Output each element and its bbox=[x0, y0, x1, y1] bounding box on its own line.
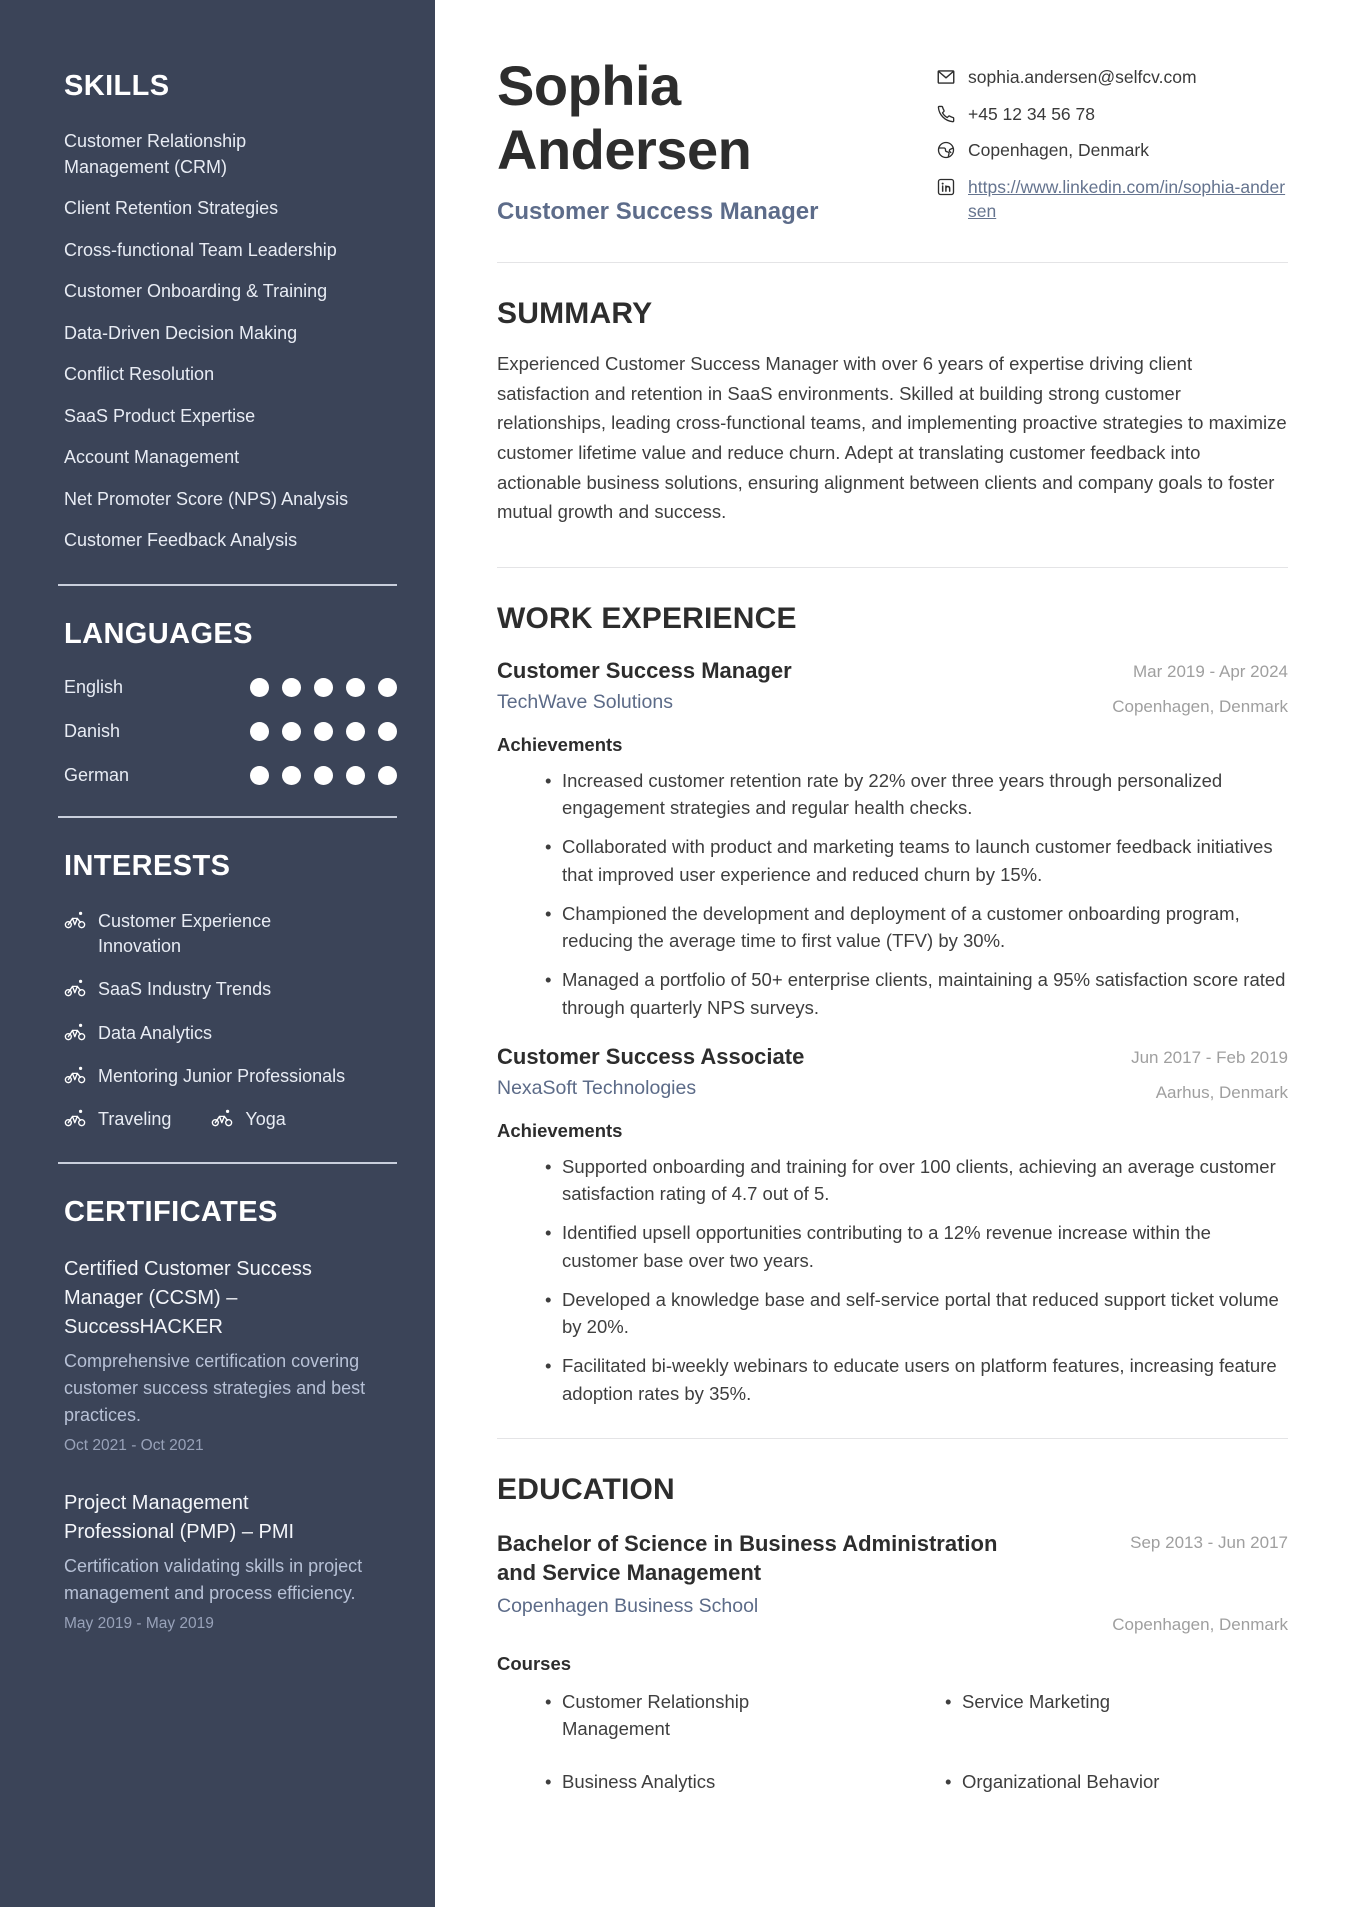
job-company: TechWave Solutions bbox=[497, 690, 673, 713]
job-location: Copenhagen, Denmark bbox=[1112, 696, 1288, 716]
skill-item: Conflict Resolution bbox=[64, 364, 215, 385]
language-level-dots bbox=[250, 678, 397, 697]
section-divider bbox=[497, 567, 1288, 568]
skill-item: Customer Relationship Management (CRM) bbox=[64, 131, 247, 177]
interest-item bbox=[211, 1107, 285, 1132]
level-dot bbox=[378, 766, 397, 785]
language-row bbox=[64, 721, 397, 742]
sidebar-divider bbox=[58, 584, 397, 586]
level-dot bbox=[378, 678, 397, 697]
job-dates: Mar 2019 - Apr 2024 bbox=[1133, 661, 1288, 681]
course-list bbox=[545, 1688, 1288, 1796]
bike-icon bbox=[64, 1023, 86, 1041]
level-dot bbox=[314, 766, 333, 785]
skill-item: Client Retention Strategies bbox=[64, 198, 279, 219]
language-level-dots bbox=[250, 766, 397, 785]
contact-block bbox=[936, 66, 1288, 236]
contact-location: Copenhagen, Denmark bbox=[968, 140, 1149, 161]
education-heading: EDUCATION bbox=[497, 1472, 675, 1506]
job-entry bbox=[497, 658, 1288, 1022]
sidebar bbox=[0, 0, 435, 1907]
school-name: Copenhagen Business School bbox=[497, 1595, 759, 1618]
envelope-icon bbox=[936, 67, 956, 87]
job-company: NexaSoft Technologies bbox=[497, 1076, 697, 1099]
work-experience-heading: WORK EXPERIENCE bbox=[497, 601, 797, 635]
skill-item: Customer Feedback Analysis bbox=[64, 530, 298, 551]
certificate-dates: Oct 2021 - Oct 2021 bbox=[64, 1437, 204, 1455]
identity-block bbox=[497, 54, 818, 236]
interest-row-inline bbox=[64, 1107, 356, 1132]
achievement-list bbox=[545, 767, 1288, 1022]
certificate-description: Certification validating skills in project management and process efficiency. bbox=[64, 1556, 363, 1604]
job-title-company bbox=[497, 658, 792, 717]
level-dot bbox=[346, 678, 365, 697]
person-name: Sophia Andersen bbox=[497, 54, 752, 181]
certificate-description: Comprehensive certification covering customer success strategies and best practices. bbox=[64, 1351, 366, 1426]
skill-item: Customer Onboarding & Training bbox=[64, 281, 328, 302]
education-header bbox=[497, 1529, 1288, 1635]
achievements-label: Achievements bbox=[497, 733, 623, 755]
achievement-list bbox=[545, 1153, 1288, 1408]
phone-icon bbox=[936, 104, 956, 124]
education-entry bbox=[497, 1529, 1288, 1796]
skill-item: SaaS Product Expertise bbox=[64, 405, 256, 426]
contact-linkedin-link[interactable]: https://www.linkedin.com/in/sophia-andersen bbox=[968, 176, 1286, 221]
language-row bbox=[64, 765, 397, 786]
job-entry bbox=[497, 1044, 1288, 1408]
skill-item: Data-Driven Decision Making bbox=[64, 322, 298, 343]
contact-email-row bbox=[936, 66, 1288, 90]
achievement-item: • Identified upsell opportunities contributing to a 12% revenue increase within the customer base over two years. bbox=[545, 1219, 1288, 1275]
contact-phone: +45 12 34 56 78 bbox=[968, 103, 1095, 124]
summary-section bbox=[497, 297, 1288, 527]
interest-label: Data Analytics bbox=[98, 1022, 213, 1043]
level-dot bbox=[378, 722, 397, 741]
job-header bbox=[497, 658, 1288, 717]
language-level-dots bbox=[250, 722, 397, 741]
interest-item bbox=[64, 909, 356, 959]
level-dot bbox=[250, 678, 269, 697]
bike-icon bbox=[64, 1066, 86, 1084]
interests-section bbox=[64, 850, 397, 1132]
certificate-dates: May 2019 - May 2019 bbox=[64, 1615, 214, 1633]
skills-heading: SKILLS bbox=[64, 70, 170, 102]
summary-heading: SUMMARY bbox=[497, 297, 653, 331]
linkedin-icon bbox=[936, 177, 956, 197]
bike-icon bbox=[64, 1109, 86, 1127]
education-dates: Sep 2013 - Jun 2017 bbox=[1130, 1532, 1288, 1552]
job-title: Customer Success Associate bbox=[497, 1043, 805, 1069]
language-name: German bbox=[64, 765, 130, 786]
interest-label: SaaS Industry Trends bbox=[98, 979, 272, 1000]
level-dot bbox=[346, 722, 365, 741]
contact-email: sophia.andersen@selfcv.com bbox=[968, 67, 1197, 87]
section-divider bbox=[497, 1438, 1288, 1439]
education-section bbox=[497, 1473, 1288, 1796]
bike-icon bbox=[64, 979, 86, 997]
certificates-heading: CERTIFICATES bbox=[64, 1196, 278, 1229]
work-experience-section bbox=[497, 602, 1288, 1408]
header bbox=[497, 54, 1288, 236]
certificate-item bbox=[64, 1489, 397, 1633]
skills-list bbox=[64, 129, 397, 554]
job-meta bbox=[1068, 658, 1288, 717]
level-dot bbox=[314, 722, 333, 741]
certificate-title: Project Management Professional (PMP) – PMI bbox=[64, 1492, 295, 1544]
achievement-item: • Managed a portfolio of 50+ enterprise clients, maintaining a 95% satisfaction score rated through quarterly NPS surveys. bbox=[545, 966, 1288, 1022]
interest-item bbox=[64, 977, 356, 1002]
globe-icon bbox=[936, 140, 956, 160]
languages-section bbox=[64, 618, 397, 786]
level-dot bbox=[314, 678, 333, 697]
skill-item: Account Management bbox=[64, 447, 240, 468]
interest-item bbox=[64, 1021, 356, 1046]
achievement-item: • Facilitated bi-weekly webinars to educate users on platform features, increasing feature adoption rates by 35%. bbox=[545, 1352, 1288, 1408]
skill-item: Net Promoter Score (NPS) Analysis bbox=[64, 488, 349, 509]
interest-item bbox=[64, 1107, 171, 1132]
level-dot bbox=[282, 722, 301, 741]
language-row bbox=[64, 677, 397, 698]
education-meta bbox=[1068, 1529, 1288, 1635]
level-dot bbox=[346, 766, 365, 785]
summary-text: Experienced Customer Success Manager with over 6 years of expertise driving client satisfaction and retention in SaaS environments. Skilled at building strong customer relationships, leading cross-functional teams, and implementing proactive strategies to maximize customer lifetime value and reduce churn. Adept at translating customer feedback into actionable business solutions, ensuring alignment between clients and company goals to foster mutual growth and success. bbox=[497, 353, 1287, 523]
certificate-title: Certified Customer Success Manager (CCSM) – SuccessHACKER bbox=[64, 1258, 312, 1339]
sidebar-divider bbox=[58, 1162, 397, 1164]
course-item: • Organizational Behavior bbox=[945, 1768, 1202, 1796]
course-item: • Customer Relationship Management bbox=[545, 1688, 802, 1744]
languages-heading: LANGUAGES bbox=[64, 618, 253, 651]
job-title-company bbox=[497, 1044, 804, 1103]
interest-label: Mentoring Junior Professionals bbox=[98, 1065, 346, 1086]
person-job-title: Customer Success Manager bbox=[497, 197, 819, 225]
achievements-label: Achievements bbox=[497, 1119, 623, 1141]
skill-item: Cross-functional Team Leadership bbox=[64, 239, 337, 260]
interest-label: Yoga bbox=[245, 1108, 286, 1129]
job-title: Customer Success Manager bbox=[497, 657, 792, 683]
degree-title: Bachelor of Science in Business Administration and Service Management bbox=[497, 1530, 998, 1586]
bike-icon bbox=[211, 1109, 233, 1127]
skills-section bbox=[64, 70, 397, 554]
achievement-item: • Increased customer retention rate by 22% over three years through personalized engagement strategies and regular health checks. bbox=[545, 767, 1288, 823]
course-item: • Business Analytics bbox=[545, 1768, 802, 1796]
main-content bbox=[435, 0, 1350, 1796]
certificates-section bbox=[64, 1196, 397, 1633]
job-meta bbox=[1068, 1044, 1288, 1103]
course-item: • Service Marketing bbox=[945, 1688, 1202, 1744]
level-dot bbox=[250, 766, 269, 785]
certificate-item bbox=[64, 1255, 397, 1455]
interest-item bbox=[64, 1064, 356, 1089]
job-dates: Jun 2017 - Feb 2019 bbox=[1131, 1047, 1288, 1067]
achievement-item: • Supported onboarding and training for over 100 clients, achieving an average customer satisfaction rating of 4.7 out of 5. bbox=[545, 1153, 1288, 1209]
achievement-item: • Championed the development and deployment of a customer onboarding program, reducing the average time to first value (TFV) by 30%. bbox=[545, 900, 1288, 956]
contact-linkedin-row bbox=[936, 176, 1288, 223]
level-dot bbox=[282, 766, 301, 785]
job-location: Aarhus, Denmark bbox=[1155, 1082, 1288, 1102]
contact-location-row bbox=[936, 139, 1288, 163]
interest-label: Traveling bbox=[98, 1108, 172, 1129]
education-location: Copenhagen, Denmark bbox=[1112, 1614, 1288, 1634]
level-dot bbox=[250, 722, 269, 741]
job-header bbox=[497, 1044, 1288, 1103]
section-divider bbox=[497, 262, 1288, 263]
achievement-item: • Collaborated with product and marketing teams to launch customer feedback initiatives that improved user experience and reduced churn by 15%. bbox=[545, 833, 1288, 889]
interest-label: Customer Experience Innovation bbox=[98, 911, 272, 957]
interests-heading: INTERESTS bbox=[64, 850, 231, 883]
level-dot bbox=[282, 678, 301, 697]
courses-label: Courses bbox=[497, 1652, 572, 1674]
bike-icon bbox=[64, 911, 86, 929]
language-name: Danish bbox=[64, 721, 121, 742]
language-name: English bbox=[64, 677, 124, 698]
sidebar-divider bbox=[58, 816, 397, 818]
contact-phone-row bbox=[936, 103, 1288, 127]
degree-school bbox=[497, 1529, 1002, 1635]
achievement-item: • Developed a knowledge base and self-service portal that reduced support ticket volume by 20%. bbox=[545, 1286, 1288, 1342]
